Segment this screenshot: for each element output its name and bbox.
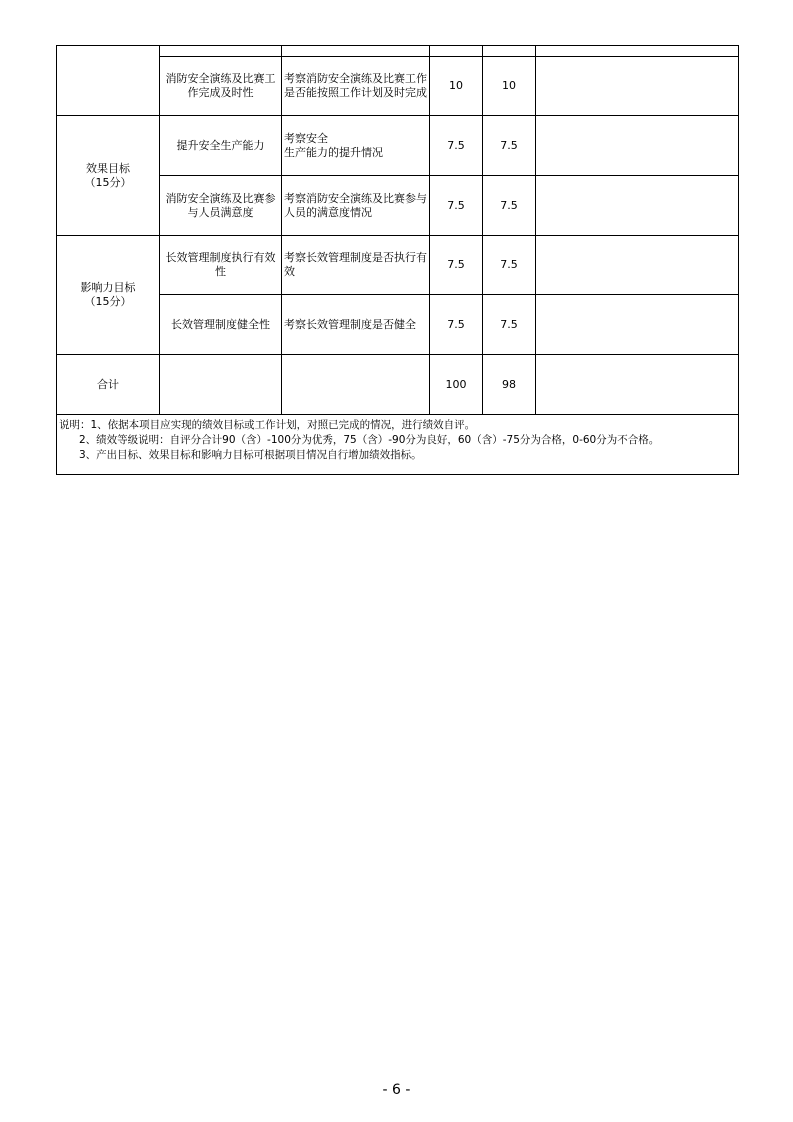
remark-cell: [536, 355, 739, 415]
score-cell: 7.5: [483, 176, 536, 236]
table-row-total: [57, 355, 739, 415]
score-cell: 10: [483, 57, 536, 116]
remark-cell: [536, 176, 739, 236]
indicator-cell: 消防安全演练及比赛工作完成及时性: [160, 57, 282, 116]
table-row: [57, 236, 739, 295]
score-cell: 7.5: [483, 116, 536, 176]
table-row: [57, 176, 739, 236]
score-cell: 7.5: [483, 236, 536, 295]
group-cell-continued: [57, 46, 160, 116]
note-line: 2、绩效等级说明：自评分合计90（含）-100分为优秀，75（含）-90分为良好，60（含）-75分为合格，0-60分为不合格。: [79, 434, 660, 446]
note-line: 3、产出目标、效果目标和影响力目标可根据项目情况自行增加绩效指标。: [79, 449, 422, 461]
description-cell: 考察安全 生产能力的提升情况: [282, 116, 430, 176]
group-label-impact: 影响力目标 （15分）: [57, 236, 160, 355]
total-weight: 100: [430, 355, 483, 415]
weight-cell: 7.5: [430, 116, 483, 176]
score-cell: 7.5: [483, 295, 536, 355]
indicator-cell: 消防安全演练及比赛参与人员满意度: [160, 176, 282, 236]
performance-table: [56, 45, 739, 475]
weight-cell: 10: [430, 57, 483, 116]
weight-cell: 7.5: [430, 295, 483, 355]
group-label-effect: 效果目标 （15分）: [57, 116, 160, 236]
page-number: - 6 -: [382, 1082, 411, 1098]
description-cell: [282, 355, 430, 415]
table-row: [57, 46, 739, 57]
notes-row: [57, 415, 739, 475]
description-cell: 考察长效管理制度是否执行有效: [282, 236, 430, 295]
table-row: [57, 295, 739, 355]
indicator-cell: 长效管理制度执行有效性: [160, 236, 282, 295]
indicator-cell: 提升安全生产能力: [160, 116, 282, 176]
total-score: 98: [483, 355, 536, 415]
remark-cell: [536, 57, 739, 116]
remark-cell: [536, 295, 739, 355]
weight-cell: 7.5: [430, 176, 483, 236]
note-line: 说明：1、依据本项目应实现的绩效目标或工作计划，对照已完成的情况，进行绩效自评。: [59, 419, 476, 431]
description-cell: 考察长效管理制度是否健全: [282, 295, 430, 355]
weight-cell: 7.5: [430, 236, 483, 295]
remark-cell: [536, 116, 739, 176]
table-row: [57, 116, 739, 176]
notes-cell: [57, 415, 739, 475]
indicator-cell: [160, 355, 282, 415]
remark-cell: [536, 236, 739, 295]
description-cell: 考察消防安全演练及比赛参与人员的满意度情况: [282, 176, 430, 236]
indicator-cell: 长效管理制度健全性: [160, 295, 282, 355]
description-cell: 考察消防安全演练及比赛工作是否能按照工作计划及时完成: [282, 57, 430, 116]
total-label: 合计: [57, 355, 160, 415]
table-row: [57, 57, 739, 116]
